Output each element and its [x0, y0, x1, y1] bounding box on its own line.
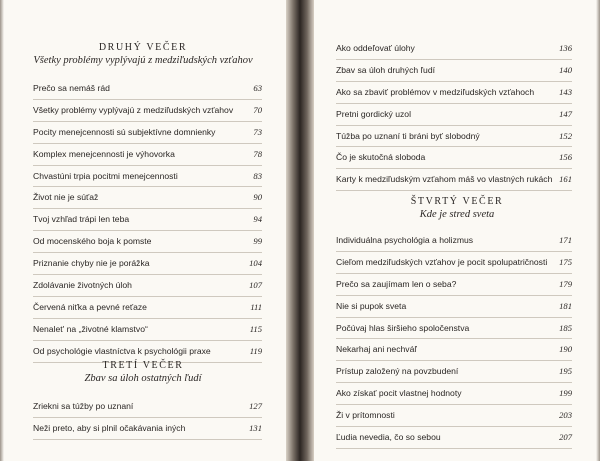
toc-entry-label: Komplex menejcennosti je výhovorka: [33, 148, 175, 159]
toc-entry-page-number: 156: [559, 152, 572, 163]
toc-entry-label: Prístup založený na povzbudení: [336, 366, 459, 377]
toc-entry-page-number: 104: [249, 258, 262, 269]
toc-entry-page-number: 131: [249, 422, 262, 433]
page-edge-shadow: [0, 0, 4, 461]
toc-entry-label: Počúvaj hlas širšieho spoločenstva: [336, 322, 470, 333]
toc-entry-label: Túžba po uznaní ti bráni byť slobodný: [336, 130, 480, 141]
toc-entry-label: Neži preto, aby si plnil očakávania iných: [33, 422, 186, 433]
toc-entry-page-number: 190: [559, 344, 572, 355]
toc-entry-label: Pocity menejcennosti sú subjektívne domnienky: [33, 126, 216, 137]
toc-entry: [336, 361, 572, 383]
toc-entry-page-number: 171: [559, 235, 572, 245]
toc-entry-page-number: 207: [559, 432, 572, 443]
toc-entry: [336, 38, 572, 60]
right-page: [314, 0, 600, 461]
toc-entry: [336, 126, 572, 148]
toc-entry-label: Pretni gordický uzol: [336, 108, 411, 119]
toc-entry-label: Zrieknі sa túžby po uznaní: [33, 401, 134, 411]
toc-entry: [33, 144, 262, 166]
toc-entry: [33, 166, 262, 188]
toc-entry-label: Čo je skutočná sloboda: [336, 152, 426, 163]
toc-entry: [336, 60, 572, 82]
toc-entry-label: Ľudia nevedia, čo so sebou: [336, 432, 441, 443]
toc-entry: [33, 78, 262, 100]
toc-entry-page-number: 143: [559, 86, 572, 97]
toc-entry-page-number: 111: [250, 301, 262, 312]
toc-entry-label: Karty k medziľudským vzťahom máš vo vlastných rukách: [336, 174, 553, 185]
toc-entry-page-number: 127: [249, 401, 262, 411]
toc-entry-page-number: 78: [253, 148, 262, 159]
toc-entry-label: Ži v prítomnosti: [336, 410, 395, 421]
section-title: DRUHÝ VEČER: [98, 42, 188, 53]
toc-entry: [336, 405, 572, 427]
toc-list-treti-vecer: [33, 396, 262, 440]
toc-entry: [336, 274, 572, 296]
toc-entry: [336, 296, 572, 318]
toc-entry-label: Nenalet' na „životné klamstvo“: [33, 323, 148, 334]
section-subtitle: Všetky problémy vyplývajú z medziľudských vzťahov: [33, 55, 253, 66]
toc-entry-page-number: 70: [253, 104, 262, 115]
toc-entry-label: Od mocenského boja k pomste: [33, 236, 152, 247]
toc-list-stvrty-vecer: [336, 230, 572, 449]
section-head-druhy-vecer: [0, 41, 286, 68]
toc-entry: [336, 339, 572, 361]
toc-entry-label: Priznanie chyby nie je porážka: [33, 258, 150, 269]
section-head-treti-vecer: [0, 359, 286, 386]
toc-entry-page-number: 63: [253, 83, 262, 93]
toc-entry-label: Nie si pupok sveta: [336, 300, 407, 311]
toc-entry-page-number: 199: [559, 388, 572, 399]
toc-entry-label: Prečo sa nemáš rád: [33, 83, 110, 93]
toc-entry: [336, 383, 572, 405]
toc-entry-page-number: 107: [249, 280, 262, 291]
toc-entry-page-number: 119: [249, 345, 262, 356]
toc-entry: [33, 122, 262, 144]
toc-entry-page-number: 152: [559, 130, 572, 141]
toc-entry-label: Prečo sa zaujímam len o seba?: [336, 278, 457, 289]
toc-entry-page-number: 185: [559, 322, 572, 333]
toc-entry-page-number: 203: [559, 410, 572, 421]
left-page: [0, 0, 286, 461]
toc-entry-page-number: 195: [559, 366, 572, 377]
toc-entry-label: Život nie je súťaž: [33, 192, 99, 203]
toc-entry-page-number: 140: [559, 64, 572, 75]
toc-entry: [336, 147, 572, 169]
section-title: ŠTVRTÝ VEČER: [410, 196, 504, 207]
section-title: TRETÍ VEČER: [102, 360, 184, 371]
section-head-stvrty-vecer: [314, 195, 600, 222]
toc-entry-label: Nekarhaj ani nechváľ: [336, 344, 417, 355]
toc-entry: [336, 169, 572, 191]
toc-entry-label: Červená niťka a pevné reťaze: [33, 301, 147, 312]
toc-entry: [33, 297, 262, 319]
toc-entry-label: Ako získať pocit vlastnej hodnoty: [336, 388, 462, 399]
toc-entry: [33, 319, 262, 341]
toc-entry-page-number: 179: [559, 278, 572, 289]
toc-entry-page-number: 161: [559, 174, 572, 185]
book-gutter: [286, 0, 314, 461]
toc-entry-page-number: 99: [253, 236, 262, 247]
toc-entry: [336, 427, 572, 449]
toc-entry-label: Chvastúni trpia pocitmi menejcennosti: [33, 170, 178, 181]
toc-entry-label: Cieľom medziľudských vzťahov je pocit spolupatričnosti: [336, 256, 548, 267]
toc-list-druhy-vecer: [33, 78, 262, 363]
toc-entry: [33, 209, 262, 231]
toc-entry: [33, 231, 262, 253]
toc-entry-page-number: 147: [559, 108, 572, 119]
toc-entry-page-number: 90: [253, 192, 262, 203]
toc-entry-label: Od psychológie vlastníctva k psychológii praxe: [33, 345, 211, 356]
toc-entry-label: Tvoj vzhľad trápi len teba: [33, 214, 130, 225]
toc-entry: [336, 230, 572, 252]
page-edge-shadow: [596, 0, 600, 461]
toc-entry: [336, 318, 572, 340]
section-subtitle: Zbav sa úloh ostatných ľudí: [84, 373, 202, 384]
toc-entry: [33, 418, 262, 440]
toc-entry-label: Všetky problémy vyplývajú z medziľudských vzťahov: [33, 104, 234, 115]
toc-entry-page-number: 136: [559, 43, 572, 53]
toc-entry-page-number: 83: [253, 170, 262, 181]
toc-entry-page-number: 73: [253, 126, 262, 137]
toc-entry: [336, 252, 572, 274]
toc-entry: [33, 396, 262, 418]
toc-list-treti-vecer-continued: [336, 38, 572, 191]
toc-entry: [336, 82, 572, 104]
toc-entry: [33, 187, 262, 209]
toc-entry-page-number: 94: [253, 214, 262, 225]
toc-entry-page-number: 175: [559, 256, 572, 267]
toc-entry-label: Ako oddeľovať úlohy: [336, 43, 415, 53]
toc-entry: [33, 253, 262, 275]
toc-entry-label: Zbav sa úloh druhých ľudí: [336, 64, 436, 75]
toc-entry: [33, 275, 262, 297]
toc-entry-label: Ako sa zbaviť problémov v medziľudských vzťahoch: [336, 86, 535, 97]
toc-entry-page-number: 115: [249, 323, 262, 334]
toc-entry: [336, 104, 572, 126]
toc-entry: [33, 100, 262, 122]
toc-entry-label: Zdolávanie životných úloh: [33, 280, 132, 291]
section-subtitle: Kde je stred sveta: [419, 209, 495, 220]
toc-entry-label: Individuálna psychológia a holizmus: [336, 235, 474, 245]
toc-entry-page-number: 181: [559, 300, 572, 311]
